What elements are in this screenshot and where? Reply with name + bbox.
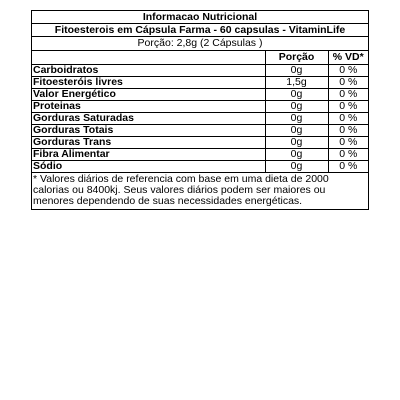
header-nutrient — [32, 51, 265, 65]
nutrient-name: Proteinas — [32, 101, 265, 113]
nutrient-daily-value: 0 % — [328, 113, 368, 125]
table-row — [32, 113, 368, 125]
nutrient-name: Carboidratos — [32, 65, 265, 77]
nutrient-daily-value: 0 % — [328, 101, 368, 113]
nutrient-name: Gorduras Totais — [32, 125, 265, 137]
nutrient-name: Fibra Alimentar — [32, 149, 265, 161]
nutrient-daily-value: 0 % — [328, 125, 368, 137]
product-name: Fitoesterois em Cápsula Farma - 60 capsulas - VitaminLife — [32, 24, 368, 37]
nutrient-quantity: 0g — [265, 113, 328, 125]
nutrient-quantity: 0g — [265, 101, 328, 113]
header-quantity: Porção — [265, 51, 328, 65]
table-row — [32, 161, 368, 173]
nutrient-quantity: 0g — [265, 125, 328, 137]
nutrition-table — [32, 51, 368, 173]
nutrition-facts-label — [31, 10, 369, 210]
nutrient-daily-value: 0 % — [328, 89, 368, 101]
nutrient-quantity: 0g — [265, 65, 328, 77]
nutrient-daily-value: 0 % — [328, 137, 368, 149]
nutrient-daily-value: 0 % — [328, 77, 368, 89]
table-row — [32, 101, 368, 113]
nutrient-quantity: 0g — [265, 161, 328, 173]
nutrient-daily-value: 0 % — [328, 149, 368, 161]
nutrient-name: Gorduras Saturadas — [32, 113, 265, 125]
table-row — [32, 77, 368, 89]
nutrient-daily-value: 0 % — [328, 161, 368, 173]
nutrient-quantity: 0g — [265, 137, 328, 149]
nutrient-name: Gorduras Trans — [32, 137, 265, 149]
nutrient-quantity: 0g — [265, 149, 328, 161]
table-row — [32, 125, 368, 137]
nutrient-name: Sódio — [32, 161, 265, 173]
header-daily-value: % VD* — [328, 51, 368, 65]
table-row — [32, 137, 368, 149]
table-header-row — [32, 51, 368, 65]
nutrient-quantity: 1,5g — [265, 77, 328, 89]
table-row — [32, 89, 368, 101]
table-row — [32, 65, 368, 77]
nutrient-daily-value: 0 % — [328, 65, 368, 77]
daily-value-footnote: * Valores diários de referencia com base em uma dieta de 2000 calorias ou 8400kj. Seus valores diários podem ser maiores ou menores dependendo de suas necessidades energéticas. — [33, 173, 329, 207]
table-row — [32, 149, 368, 161]
nutrient-name: Valor Energético — [32, 89, 265, 101]
nutrient-name: Fitoesteróis livres — [32, 77, 265, 89]
label-title: Informacao Nutricional — [32, 11, 368, 24]
nutrient-quantity: 0g — [265, 89, 328, 101]
portion-size: Porção: 2,8g (2 Cápsulas ) — [32, 37, 368, 51]
